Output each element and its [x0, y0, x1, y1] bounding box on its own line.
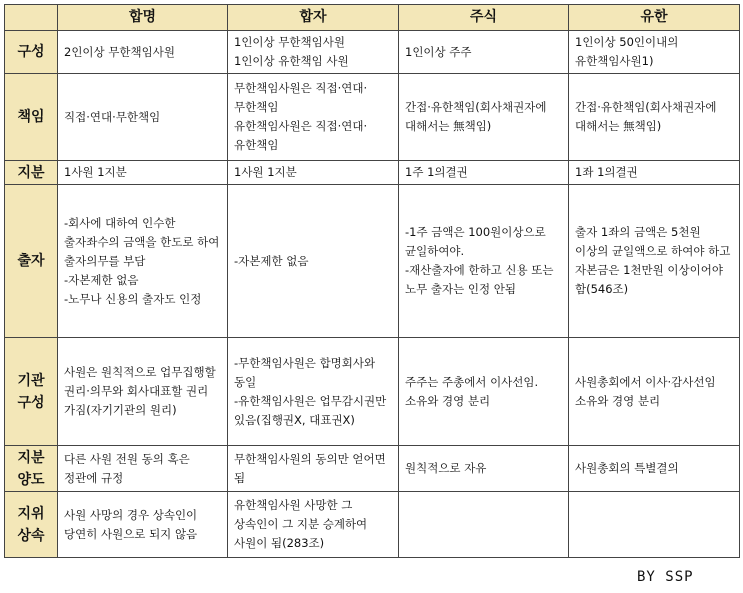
table-cell: 2인이상 무한책임사원	[58, 31, 228, 74]
row-header: 지위 상속	[5, 492, 58, 558]
table-row	[5, 492, 740, 558]
table-row	[5, 31, 740, 74]
table-cell: 무한책임사원의 동의만 얻어면 됨	[228, 446, 399, 492]
table-cell: 원칙적으로 자유	[399, 446, 569, 492]
table-row	[5, 185, 740, 338]
table-cell: 유한책임사원 사망한 그 상속인이 그 지분 승계하여 사원이 됨(283조)	[228, 492, 399, 558]
table-cell: 직접·연대·무한책임	[58, 74, 228, 161]
row-header: 기관 구성	[5, 338, 58, 446]
corner-header	[5, 5, 58, 31]
table-cell: 간접·유한책임(회사채권자에 대해서는 無책임)	[569, 74, 740, 161]
table-cell: 사원총회에서 이사·감사선임 소유와 경영 분리	[569, 338, 740, 446]
table-row	[5, 74, 740, 161]
table-cell: -무한책임사원은 합명회사와 동일 -유한책임사원은 업무감시권만 있음(집행권X, 대표권X)	[228, 338, 399, 446]
table-cell: 주주는 주총에서 이사선임. 소유와 경영 분리	[399, 338, 569, 446]
table-cell: 1좌 1의결권	[569, 161, 740, 185]
column-header-hapmyeong: 합명	[58, 5, 228, 31]
table-cell: 사원총회의 특별결의	[569, 446, 740, 492]
table-cell	[399, 492, 569, 558]
table-cell: -1주 금액은 100원이상으로 균일하여야. -재산출자에 한하고 신용 또는 노무 출자는 인정 안됨	[399, 185, 569, 338]
table-cell: 무한책임사원은 직접·연대·무한책임 유한책임사원은 직접·연대·유한책임	[228, 74, 399, 161]
table-cell: 사원은 원칙적으로 업무집행할 권리·의무와 회사대표할 권리 가짐(자기기관의 원리)	[58, 338, 228, 446]
column-header-jusik: 주식	[399, 5, 569, 31]
table-cell: 출자 1좌의 금액은 5천원 이상의 균일액으로 하여야 하고 자본금은 1천만원 이상이어야 함(546조)	[569, 185, 740, 338]
table-row	[5, 161, 740, 185]
row-header: 출자	[5, 185, 58, 338]
table-cell: 사원 사망의 경우 상속인이 당연히 사원으로 되지 않음	[58, 492, 228, 558]
table-cell: 1주 1의결권	[399, 161, 569, 185]
column-header-yuhan: 유한	[569, 5, 740, 31]
table-row	[5, 446, 740, 492]
row-header: 책임	[5, 74, 58, 161]
table-cell: 1인이상 50인이내의 유한책임사원1)	[569, 31, 740, 74]
author-signature: BY SSP	[637, 569, 694, 585]
table-cell: 1사원 1지분	[58, 161, 228, 185]
table-cell: -자본제한 없음	[228, 185, 399, 338]
column-header-hapja: 합자	[228, 5, 399, 31]
row-header: 지분	[5, 161, 58, 185]
table-cell: 1인이상 주주	[399, 31, 569, 74]
table-row	[5, 338, 740, 446]
table-cell: -회사에 대하여 인수한 출자좌수의 금액을 한도로 하여 출자의무를 부담 -자본제한 없음 -노무나 신용의 출자도 인정	[58, 185, 228, 338]
row-header: 지분 양도	[5, 446, 58, 492]
row-header: 구성	[5, 31, 58, 74]
table-cell	[569, 492, 740, 558]
table-cell: 간접·유한책임(회사채권자에 대해서는 無책임)	[399, 74, 569, 161]
company-comparison-table	[4, 4, 740, 558]
table-cell: 1사원 1지분	[228, 161, 399, 185]
header-row	[5, 5, 740, 31]
table-cell: 다른 사원 전원 동의 혹은 정관에 규정	[58, 446, 228, 492]
table-cell: 1인이상 무한책임사원 1인이상 유한책임 사원	[228, 31, 399, 74]
